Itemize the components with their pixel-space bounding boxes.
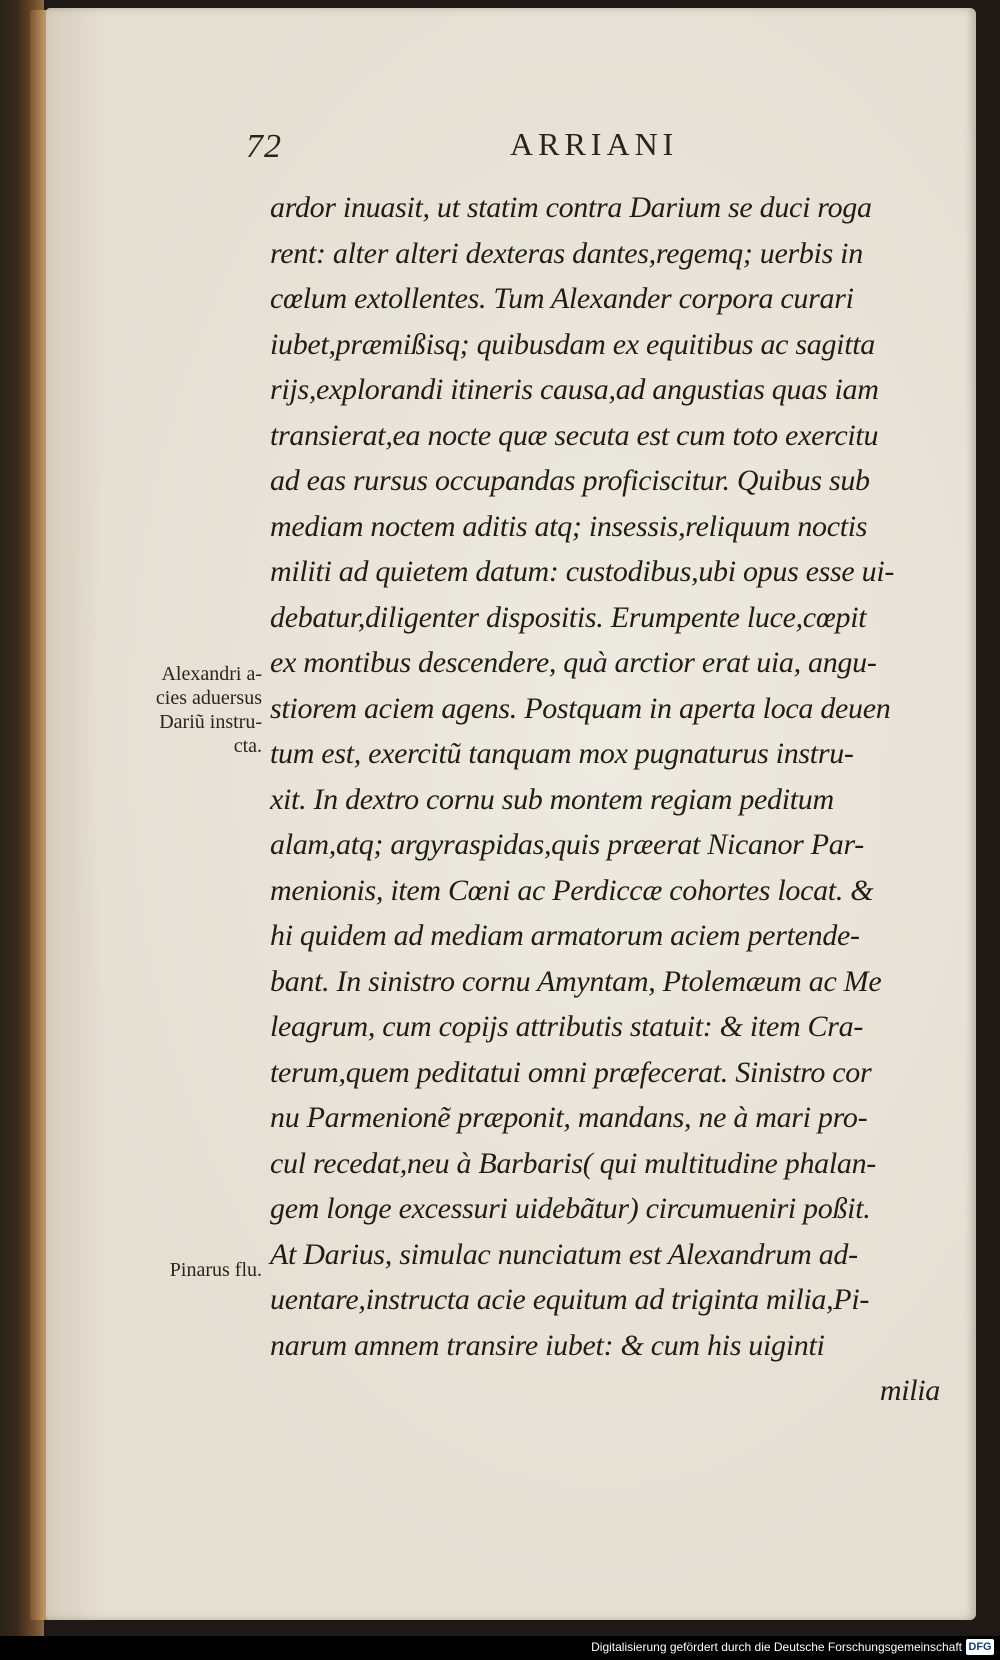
marginal-note-line: Dariũ instru- xyxy=(159,711,262,733)
text-line: uentare,instructa acie equitum ad triginta milia,Pi- xyxy=(270,1283,870,1316)
footer-bar xyxy=(0,1636,1000,1660)
text-line: menionis, item Cœni ac Perdiccæ cohortes locat. & xyxy=(270,873,874,907)
text-line: militi ad quietem datum: custodibus,ubi opus esse ui- xyxy=(270,555,895,588)
text-line: debatur,diligenter dispositis. Erumpente luce,cœpit xyxy=(270,600,867,634)
funding-credit: Digitalisierung gefördert durch die Deutsche Forschungsgemeinschaft xyxy=(591,1640,962,1654)
text-line: xit. In dextro cornu sub montem regiam peditum xyxy=(270,782,834,816)
dfg-logo-icon: DFG xyxy=(966,1639,994,1655)
text-line: terum,quem peditatui omni præfecerat. Sinistro cor xyxy=(270,1055,872,1089)
marginal-note-pinarus: Pinarus flu. xyxy=(169,1259,262,1281)
text-line: leagrum, cum copijs attributis statuit: & item Cra- xyxy=(270,1010,864,1043)
text-line: ad eas rursus occupandas proficiscitur. Quibus sub xyxy=(270,464,870,497)
text-line: transierat,ea nocte quæ secuta est cum toto exercitu xyxy=(270,418,879,452)
marginal-note-line: Alexandri a- xyxy=(161,663,262,685)
marginal-note-alexander xyxy=(112,662,262,758)
text-line: At Darius, simulac nunciatum est Alexandrum ad- xyxy=(270,1237,858,1271)
text-line: rijs,explorandi itineris causa,ad angustias quas iam xyxy=(270,373,879,406)
text-line: cul recedat,neu à Barbaris( qui multitudine phalan- xyxy=(270,1146,876,1180)
text-line: bant. In sinistro cornu Amyntam, Ptolemæum ac Me xyxy=(270,964,882,998)
text-line: rent: alter alteri dexteras dantes,regemq; uerbis in xyxy=(270,236,863,270)
text-line: hi quidem ad mediam armatorum aciem pertende- xyxy=(270,919,860,952)
text-line: alam,atq; argyraspidas,quis præerat Nicanor Par- xyxy=(270,828,864,861)
body-text xyxy=(270,185,950,1414)
text-line: cœlum extollentes. Tum Alexander corpora curari xyxy=(270,282,854,315)
text-line: tum est, exercitũ tanquam mox pugnaturus instru- xyxy=(270,737,854,770)
text-line: narum amnem transire iubet: & cum his uiginti xyxy=(270,1328,825,1362)
running-head: ARRIANI xyxy=(510,126,679,162)
text-line: iubet,præmißisq; quibusdam ex equitibus ac sagitta xyxy=(270,327,875,361)
page-number: 72 xyxy=(246,128,282,165)
text-line: nu Parmenionẽ præponit, mandans, ne à mari pro- xyxy=(270,1101,868,1134)
text-line: gem longe excessuri uidebãtur) circumueniri poßit. xyxy=(270,1192,871,1225)
text-line: mediam noctem aditis atq; insessis,reliquum noctis xyxy=(270,509,868,543)
marginal-note-line: cta. xyxy=(233,735,262,757)
text-line: ardor inuasit, ut statim contra Darium se duci roga xyxy=(270,191,872,224)
marginal-note-line: cies aduersus xyxy=(155,687,262,709)
text-line: stiorem aciem agens. Postquam in aperta loca deuen xyxy=(270,691,891,725)
catchword: milia xyxy=(879,1374,940,1407)
text-line: ex montibus descendere, quà arctior erat uia, angu- xyxy=(270,646,877,679)
